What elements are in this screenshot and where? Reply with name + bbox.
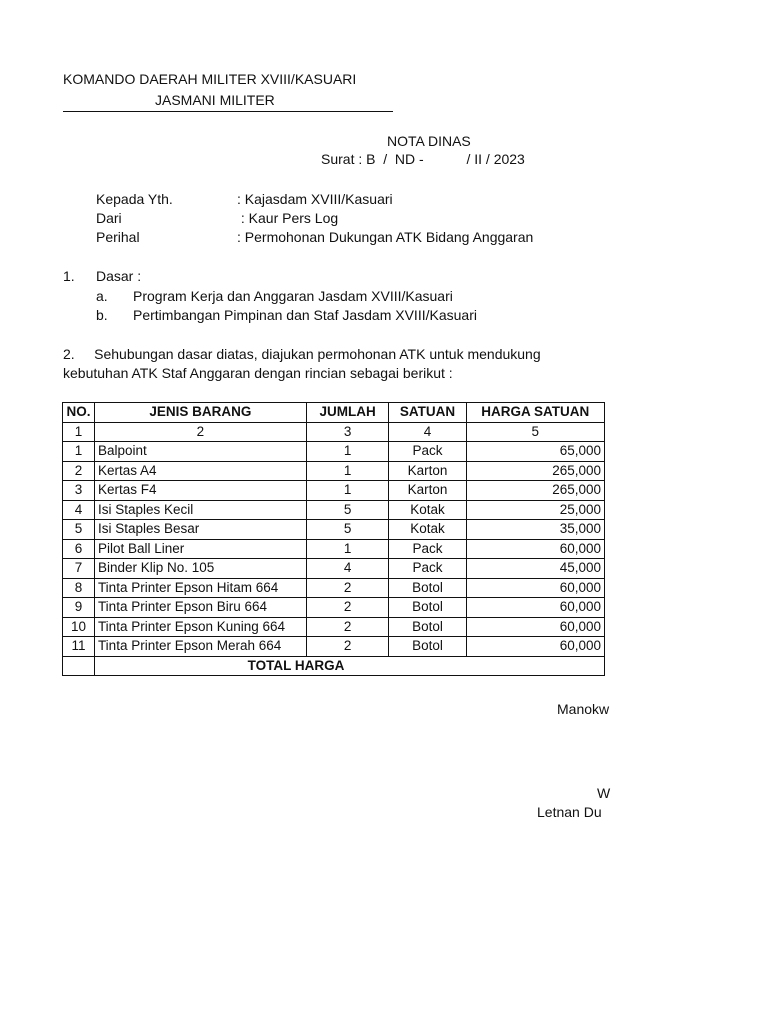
cell-item: Tinta Printer Epson Hitam 664	[94, 578, 306, 598]
header-item-type: JENIS BARANG	[94, 403, 306, 423]
cell-quantity: 2	[306, 578, 389, 598]
table-row	[63, 481, 605, 501]
cell-unit: Botol	[389, 598, 466, 618]
cell-item: Balpoint	[94, 442, 306, 462]
cell-no: 5	[63, 520, 95, 540]
cell-unit: Pack	[389, 559, 466, 579]
section-2-line-1: 2. Sehubungan dasar diatas, diajukan permohonan ATK untuk mendukung	[63, 346, 541, 362]
section-1-item-a-letter: a.	[96, 288, 108, 304]
table-row	[63, 559, 605, 579]
items-table	[62, 402, 605, 676]
total-label: TOTAL HARGA	[94, 656, 604, 676]
cell-item: Tinta Printer Epson Merah 664	[94, 637, 306, 657]
table-row	[63, 617, 605, 637]
cell-unit: Botol	[389, 578, 466, 598]
cell-unit: Kotak	[389, 520, 466, 540]
org-line-1: KOMANDO DAERAH MILITER XVIII/KASUARI	[63, 71, 357, 87]
signature-initial: W	[597, 785, 611, 801]
cell-no: 4	[63, 500, 95, 520]
header-underline	[63, 111, 393, 112]
signature-place: Manokw	[557, 701, 610, 717]
total-empty-cell	[63, 656, 95, 676]
table-row	[63, 520, 605, 540]
table-row	[63, 442, 605, 462]
table-row	[63, 461, 605, 481]
cell-unit: Botol	[389, 617, 466, 637]
cell-unit: Karton	[389, 461, 466, 481]
cell-no: 1	[63, 442, 95, 462]
cell-unit: Pack	[389, 539, 466, 559]
cell-item: Binder Klip No. 105	[94, 559, 306, 579]
table-row	[63, 637, 605, 657]
to-value: : Kajasdam XVIII/Kasuari	[237, 191, 393, 207]
letter-number: Surat : B / ND - / II / 2023	[321, 151, 525, 167]
cell-item: Tinta Printer Epson Biru 664	[94, 598, 306, 618]
cell-no: 2	[63, 461, 95, 481]
from-value: : Kaur Pers Log	[237, 210, 339, 226]
section-1-heading: Dasar :	[96, 268, 142, 284]
cell-item: Pilot Ball Liner	[94, 539, 306, 559]
cell-quantity: 2	[306, 637, 389, 657]
cell-item: Tinta Printer Epson Kuning 664	[94, 617, 306, 637]
cell-no: 6	[63, 539, 95, 559]
cell-unit: Kotak	[389, 500, 466, 520]
cell-price: 60,000	[466, 578, 604, 598]
cell-item: Kertas A4	[94, 461, 306, 481]
section-2-line-2: kebutuhan ATK Staf Anggaran dengan rincian sebagai berikut :	[63, 365, 453, 381]
cell-quantity: 2	[306, 617, 389, 637]
cell-price: 65,000	[466, 442, 604, 462]
cell-no: 10	[63, 617, 95, 637]
cell-price: 60,000	[466, 617, 604, 637]
colnum-3: 3	[306, 422, 389, 442]
subject-value: : Permohonan Dukungan ATK Bidang Anggaran	[237, 229, 534, 245]
cell-quantity: 1	[306, 442, 389, 462]
cell-no: 8	[63, 578, 95, 598]
table-row	[63, 539, 605, 559]
table-row	[63, 598, 605, 618]
cell-price: 35,000	[466, 520, 604, 540]
colnum-4: 4	[389, 422, 466, 442]
cell-unit: Pack	[389, 442, 466, 462]
cell-price: 25,000	[466, 500, 604, 520]
cell-quantity: 5	[306, 520, 389, 540]
cell-price: 265,000	[466, 481, 604, 501]
cell-no: 7	[63, 559, 95, 579]
subject-label: Perihal	[96, 229, 140, 245]
cell-no: 3	[63, 481, 95, 501]
table-header-row	[63, 403, 605, 423]
table-column-number-row	[63, 422, 605, 442]
cell-quantity: 1	[306, 539, 389, 559]
cell-price: 45,000	[466, 559, 604, 579]
header-unit-price: HARGA SATUAN	[466, 403, 604, 423]
to-label: Kepada Yth.	[96, 191, 173, 207]
table-total-row	[63, 656, 605, 676]
table-row	[63, 578, 605, 598]
cell-unit: Karton	[389, 481, 466, 501]
header-unit: SATUAN	[389, 403, 466, 423]
cell-price: 265,000	[466, 461, 604, 481]
from-label: Dari	[96, 210, 122, 226]
header-quantity: JUMLAH	[306, 403, 389, 423]
cell-quantity: 2	[306, 598, 389, 618]
section-1-item-a-text: Program Kerja dan Anggaran Jasdam XVIII/Kasuari	[133, 288, 453, 304]
cell-quantity: 5	[306, 500, 389, 520]
signature-rank: Letnan Du	[537, 804, 602, 820]
section-1-number: 1.	[63, 268, 75, 284]
cell-item: Isi Staples Kecil	[94, 500, 306, 520]
cell-price: 60,000	[466, 598, 604, 618]
cell-price: 60,000	[466, 539, 604, 559]
colnum-2: 2	[94, 422, 306, 442]
doc-type-title: NOTA DINAS	[387, 133, 471, 149]
cell-quantity: 1	[306, 481, 389, 501]
cell-quantity: 1	[306, 461, 389, 481]
cell-unit: Botol	[389, 637, 466, 657]
header-no: NO.	[63, 403, 95, 423]
cell-item: Isi Staples Besar	[94, 520, 306, 540]
cell-quantity: 4	[306, 559, 389, 579]
cell-no: 9	[63, 598, 95, 618]
org-line-2: JASMANI MILITER	[155, 92, 275, 108]
cell-item: Kertas F4	[94, 481, 306, 501]
colnum-1: 1	[63, 422, 95, 442]
section-1-item-b-letter: b.	[96, 307, 108, 323]
cell-no: 11	[63, 637, 95, 657]
cell-price: 60,000	[466, 637, 604, 657]
table-row	[63, 500, 605, 520]
section-1-item-b-text: Pertimbangan Pimpinan dan Staf Jasdam XVIII/Kasuari	[133, 307, 477, 323]
colnum-5: 5	[466, 422, 604, 442]
